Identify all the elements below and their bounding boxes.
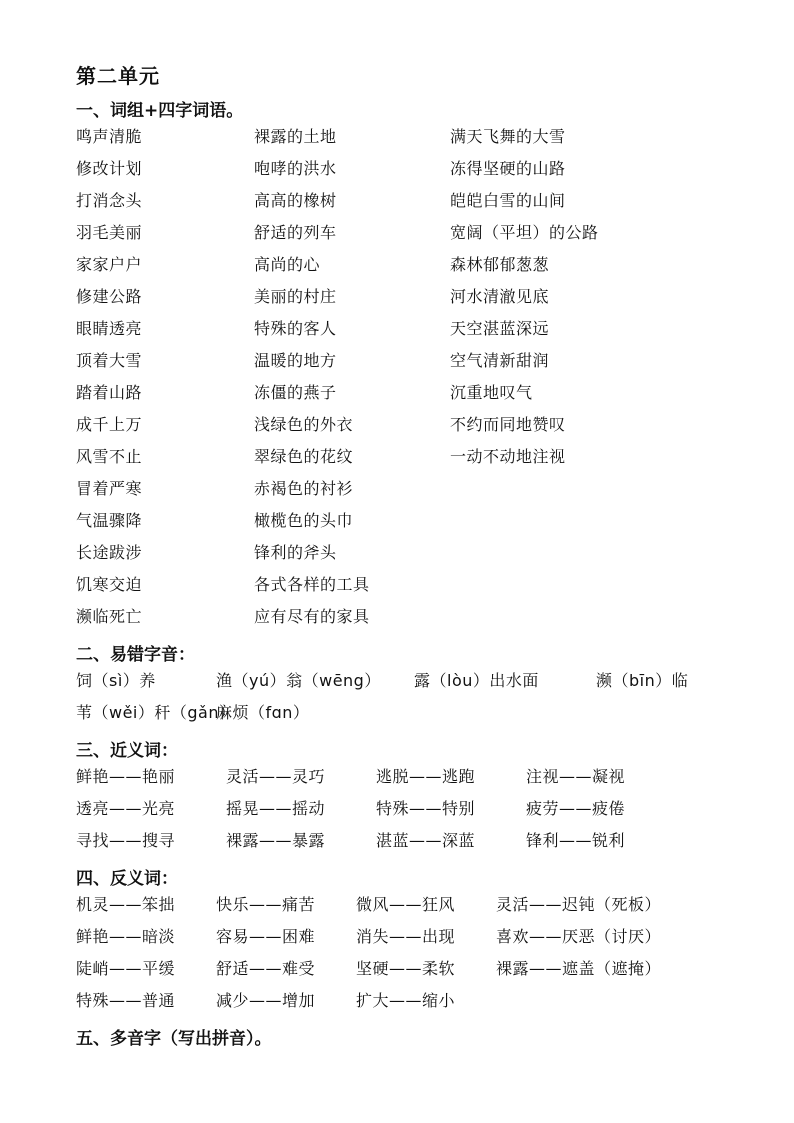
list-item: 消失——出现 <box>356 927 456 946</box>
list-item: 锋利——锐利 <box>526 831 626 850</box>
list-item: 宽阔（平坦）的公路 <box>450 223 599 242</box>
table-row <box>0 796 794 826</box>
list-item: 灵活——灵巧 <box>226 767 326 786</box>
list-item: 森林郁郁葱葱 <box>450 255 550 274</box>
list-item: 裸露——暴露 <box>226 831 326 850</box>
list-item: 顶着大雪 <box>76 351 143 370</box>
table-row <box>0 668 794 698</box>
list-item: 一动不动地注视 <box>450 447 566 466</box>
section-heading-2: 二、易错字音： <box>76 645 195 665</box>
table-row <box>0 348 794 378</box>
list-item: 打消念头 <box>76 191 143 210</box>
list-item: 各式各样的工具 <box>254 575 370 594</box>
list-item: 渔（yú）翁（wēng） <box>216 671 381 690</box>
table-row <box>0 540 794 570</box>
section-heading-4: 四、反义词： <box>76 869 178 889</box>
list-item: 气温骤降 <box>76 511 143 530</box>
list-item: 河水清澈见底 <box>450 287 550 306</box>
section-heading-5: 五、多音字（写出拼音）。 <box>76 1029 272 1049</box>
table-row <box>0 316 794 346</box>
list-item: 容易——困难 <box>216 927 316 946</box>
section-heading-3: 三、近义词： <box>76 741 178 761</box>
list-item: 咆哮的洪水 <box>254 159 337 178</box>
list-item: 注视——凝视 <box>526 767 626 786</box>
list-item: 冻僵的燕子 <box>254 383 337 402</box>
table-row <box>0 988 794 1018</box>
list-item: 沉重地叹气 <box>450 383 533 402</box>
list-item: 鲜艳——暗淡 <box>76 927 176 946</box>
table-row <box>0 508 794 538</box>
list-item: 露（lòu）出水面 <box>414 671 539 690</box>
list-item: 浅绿色的外衣 <box>254 415 354 434</box>
list-item: 鸣声清脆 <box>76 127 143 146</box>
list-item: 鲜艳——艳丽 <box>76 767 176 786</box>
list-item: 坚硬——柔软 <box>356 959 456 978</box>
list-item: 舒适的列车 <box>254 223 337 242</box>
list-item: 不约而同地赞叹 <box>450 415 566 434</box>
list-item: 陡峭——平缓 <box>76 959 176 978</box>
list-item: 羽毛美丽 <box>76 223 143 242</box>
table-row <box>0 924 794 954</box>
list-item: 赤褐色的衬衫 <box>254 479 354 498</box>
table-row <box>0 444 794 474</box>
list-item: 修改计划 <box>76 159 143 178</box>
table-row <box>0 764 794 794</box>
list-item: 饲（sì）养 <box>76 671 156 690</box>
table-row <box>0 572 794 602</box>
list-item: 长途跋涉 <box>76 543 143 562</box>
list-item: 湛蓝——深蓝 <box>376 831 476 850</box>
list-item: 眼睛透亮 <box>76 319 143 338</box>
list-item: 苇（wěi）秆（gǎn） <box>76 703 236 722</box>
list-item: 摇晃——摇动 <box>226 799 326 818</box>
list-item: 减少——增加 <box>216 991 316 1010</box>
list-item: 橄榄色的头巾 <box>254 511 354 530</box>
list-item: 喜欢——厌恶（讨厌） <box>496 927 662 946</box>
list-item: 饥寒交迫 <box>76 575 143 594</box>
table-row <box>0 700 794 730</box>
list-item: 寻找——搜寻 <box>76 831 176 850</box>
list-item: 裸露的土地 <box>254 127 337 146</box>
list-item: 机灵——笨拙 <box>76 895 176 914</box>
list-item: 疲劳——疲倦 <box>526 799 626 818</box>
list-item: 濒（bīn）临 <box>596 671 689 690</box>
table-row <box>0 828 794 858</box>
list-item: 灵活——迟钝（死板） <box>496 895 662 914</box>
table-row <box>0 604 794 634</box>
list-item: 特殊的客人 <box>254 319 337 338</box>
list-item: 家家户户 <box>76 255 143 274</box>
table-row <box>0 412 794 442</box>
section-heading-1: 一、词组+四字词语。 <box>76 101 244 121</box>
table-row <box>0 284 794 314</box>
list-item: 翠绿色的花纹 <box>254 447 354 466</box>
list-item: 特殊——普通 <box>76 991 176 1010</box>
list-item: 成千上万 <box>76 415 143 434</box>
table-row <box>0 156 794 186</box>
list-item: 满天飞舞的大雪 <box>450 127 566 146</box>
list-item: 高高的橡树 <box>254 191 337 210</box>
table-row <box>0 252 794 282</box>
list-item: 特殊——特别 <box>376 799 476 818</box>
table-row <box>0 380 794 410</box>
list-item: 麻烦（fɑn） <box>216 703 310 722</box>
page-title: 第二单元 <box>76 64 160 88</box>
list-item: 修建公路 <box>76 287 143 306</box>
list-item: 冒着严寒 <box>76 479 143 498</box>
list-item: 濒临死亡 <box>76 607 143 626</box>
list-item: 空气清新甜润 <box>450 351 550 370</box>
list-item: 逃脱——逃跑 <box>376 767 476 786</box>
list-item: 高尚的心 <box>254 255 321 274</box>
list-item: 美丽的村庄 <box>254 287 337 306</box>
list-item: 扩大——缩小 <box>356 991 456 1010</box>
list-item: 舒适——难受 <box>216 959 316 978</box>
table-row <box>0 220 794 250</box>
table-row <box>0 124 794 154</box>
list-item: 快乐——痛苦 <box>216 895 316 914</box>
list-item: 风雪不止 <box>76 447 143 466</box>
list-item: 天空湛蓝深远 <box>450 319 550 338</box>
table-row <box>0 892 794 922</box>
list-item: 皑皑白雪的山间 <box>450 191 566 210</box>
list-item: 微风——狂风 <box>356 895 456 914</box>
list-item: 温暖的地方 <box>254 351 337 370</box>
table-row <box>0 956 794 986</box>
list-item: 锋利的斧头 <box>254 543 337 562</box>
list-item: 裸露——遮盖（遮掩） <box>496 959 662 978</box>
list-item: 透亮——光亮 <box>76 799 176 818</box>
table-row <box>0 188 794 218</box>
list-item: 冻得坚硬的山路 <box>450 159 566 178</box>
list-item: 踏着山路 <box>76 383 143 402</box>
table-row <box>0 476 794 506</box>
list-item: 应有尽有的家具 <box>254 607 370 626</box>
